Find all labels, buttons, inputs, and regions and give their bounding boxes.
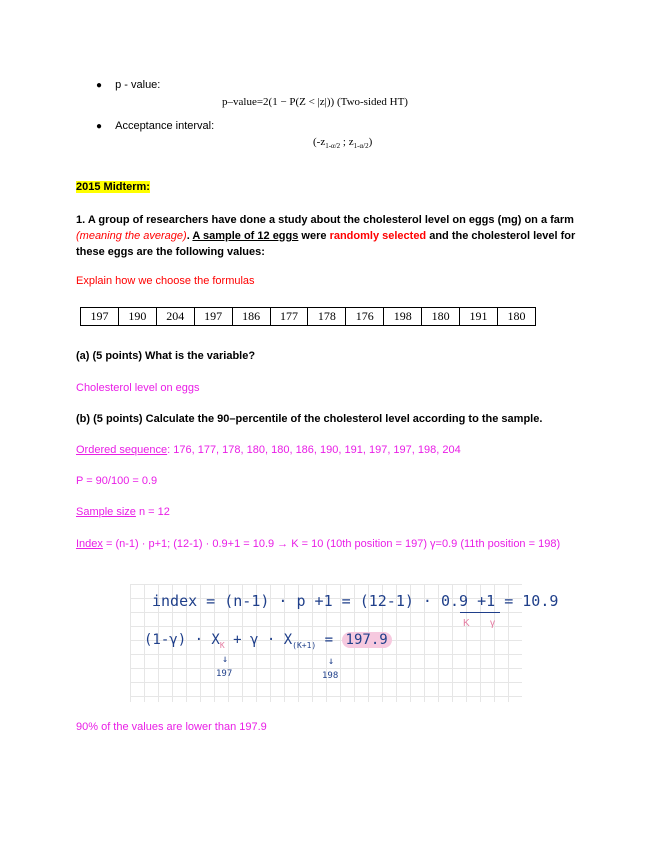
table-cell: 197 [194, 308, 232, 326]
table-cell: 178 [308, 308, 346, 326]
random-phrase: randomly selected [329, 230, 427, 242]
handwritten-k-label: K [463, 618, 470, 629]
index-line: Index = (n-1) · p+1; (12-1) · 0.9+1 = 10.9 → K = 10 (10th position = 197) γ=0.9 (11th position = 198) [76, 538, 561, 550]
question-1: 1. A group of researchers have done a study about the cholesterol level on eggs (mg) on a farm (meaning the average). A sample of 12 eggs were randomly selected and the cholesterol level for these eggs are the following values: [76, 214, 576, 258]
bullet-acceptance [96, 120, 214, 132]
table-cell: 177 [270, 308, 308, 326]
explain-note: Explain how we choose the formulas [76, 275, 255, 287]
values-table [80, 307, 536, 326]
question-note: (meaning the average) [76, 230, 187, 242]
sample-phrase: A sample of 12 eggs [192, 230, 299, 242]
table-cell: 186 [232, 308, 270, 326]
table-cell: 198 [384, 308, 422, 326]
table-row [81, 308, 536, 326]
pvalue-formula: p–value=2(1 − P(Z < |z|)) (Two-sided HT) [222, 96, 408, 108]
section-title: 2015 Midterm: [76, 181, 150, 193]
table-cell: 180 [497, 308, 535, 326]
bullet-icon: ● [96, 80, 103, 91]
part-a-question: (a) (5 points) What is the variable? [76, 350, 256, 362]
table-cell: 180 [422, 308, 460, 326]
acceptance-formula: ($-z_{1-\alpha/2}$ ; $z_{1-\alpha/2}$) [313, 136, 373, 151]
handwritten-underline [460, 612, 500, 613]
sample-size: Sample size n = 12 [76, 506, 170, 518]
conclusion: 90% of the values are lower than 197.9 [76, 721, 267, 733]
table-cell: 204 [156, 308, 194, 326]
handwritten-line-1: index = (n-1) · p +1 = (12-1) · 0.9 +1 = 10.9 [152, 592, 559, 610]
handwritten-line-2: $(1-\gamma) \cdot X_K + \gamma \cdot X_{(K+1)} = 197.9$ [144, 632, 392, 650]
p-line: P = 90/100 = 0.9 [76, 475, 158, 487]
acceptance-label: Acceptance interval: [115, 120, 215, 132]
ordered-sequence: Ordered sequence: 176, 177, 178, 180, 180, 186, 190, 191, 197, 197, 198, 204 [76, 444, 461, 456]
table-cell: 176 [346, 308, 384, 326]
handwritten-below-1: 197 [216, 669, 233, 679]
handwritten-calculation [130, 584, 559, 702]
handwritten-gamma-label: γ [490, 618, 495, 629]
table-cell: 190 [118, 308, 156, 326]
part-a-answer: Cholesterol level on eggs [76, 382, 200, 394]
handwritten-below-2: 198 [322, 671, 339, 681]
handwritten-arrow-2: ↓ [328, 656, 335, 667]
part-b-question: (b) (5 points) Calculate the 90–percentile of the cholesterol level according to the sample. [76, 413, 543, 425]
bullet-icon: ● [96, 121, 103, 132]
table-cell: 197 [81, 308, 119, 326]
bullet-pvalue [96, 79, 160, 91]
table-cell: 191 [460, 308, 498, 326]
handwritten-arrow-1: ↓ [222, 654, 229, 665]
handwritten-result: 197.9 [342, 632, 392, 648]
pvalue-label: p - value: [115, 79, 161, 91]
